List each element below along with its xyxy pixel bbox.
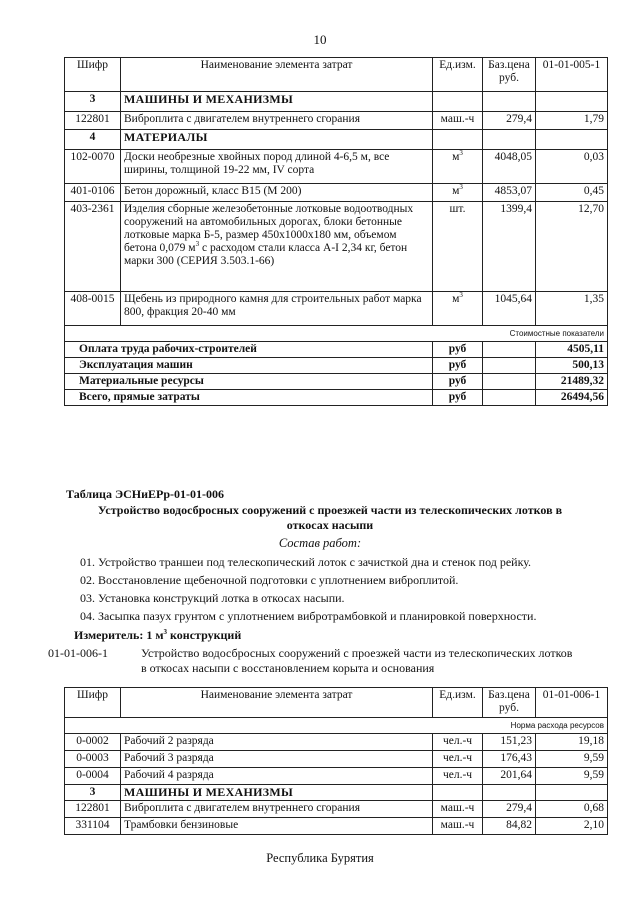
header-price: Баз.цена руб. (483, 58, 536, 92)
total-unit: руб (433, 342, 483, 358)
norm-label: Норма расхода ресурсов (65, 718, 608, 734)
row-code: 408-0015 (65, 292, 121, 326)
row-code: 122801 (65, 112, 121, 130)
row-name: Доски необрезные хвойных пород длиной 4-6,5 м, все ширины, толщиной 19-22 мм, IV сорта (121, 150, 433, 184)
header-name: Наименование элемента затрат (121, 58, 433, 92)
section-row (65, 130, 608, 150)
row-code: 0-0003 (65, 751, 121, 768)
header-name: Наименование элемента затрат (121, 688, 433, 718)
row-name: Трамбовки бензиновые (121, 818, 433, 835)
total-unit: руб (433, 390, 483, 406)
row-price: 4853,07 (483, 184, 536, 202)
row-price: 279,4 (483, 112, 536, 130)
row-price: 84,82 (483, 818, 536, 835)
header-norm: 01-01-005-1 (536, 58, 608, 92)
row-code: 403-2361 (65, 202, 121, 292)
total-label: Всего, прямые затраты (65, 390, 433, 406)
table-header (65, 688, 608, 718)
row-code: 122801 (65, 801, 121, 818)
item-text-line-2: в откосах насыпи с восстановлением корыта и основания (141, 661, 435, 675)
section-number: 3 (65, 785, 121, 801)
cost-table-2 (64, 687, 608, 835)
section-number: 4 (65, 130, 121, 150)
row-price: 279,4 (483, 801, 536, 818)
table-row (65, 734, 608, 751)
cost-label: Стоимостные показатели (65, 326, 608, 342)
row-price: 4048,05 (483, 150, 536, 184)
row-name: Рабочий 3 разряда (121, 751, 433, 768)
total-row (65, 342, 608, 358)
row-name: Изделия сборные железобетонные лотковые водоотводных сооружений на автомобильных дорогах, блоки бетонные лотковые марка Б-5, размер 450х1000х180 мм, объемом бетона 0,079 $м^3$ с расходом стали класса А-I 2,34 кг, бетон марки 300 (СЕРИЯ 3.503.1-66) (121, 202, 433, 292)
section-title: МАШИНЫ И МЕХАНИЗМЫ (121, 785, 433, 801)
total-label: Эксплуатация машин (65, 358, 433, 374)
row-value: 9,59 (536, 768, 608, 785)
table-row (65, 112, 608, 130)
total-label: Оплата труда рабочих-строителей (65, 342, 433, 358)
section-title: МАТЕРИАЛЫ (121, 130, 433, 150)
item-code: 01-01-006-1 (48, 646, 108, 660)
row-unit: чел.-ч (433, 734, 483, 751)
header-price: Баз.цена руб. (483, 688, 536, 718)
section-row (65, 92, 608, 112)
cost-label-row (65, 326, 608, 342)
table-row (65, 202, 608, 292)
row-code: 0-0002 (65, 734, 121, 751)
table-heading-line-2: откосах насыпи (286, 518, 374, 532)
row-name: Виброплита с двигателем внутреннего сгорания (121, 112, 433, 130)
total-value: 4505,11 (536, 342, 608, 358)
measure-unit: Измеритель: 1 $м^3$ конструкций (74, 628, 242, 642)
row-value: 1,35 (536, 292, 608, 326)
row-value: 0,45 (536, 184, 608, 202)
table-row (65, 150, 608, 184)
row-unit: маш.-ч (433, 801, 483, 818)
row-unit: маш.-ч (433, 818, 483, 835)
row-price: 176,43 (483, 751, 536, 768)
row-unit: чел.-ч (433, 768, 483, 785)
row-name: Рабочий 4 разряда (121, 768, 433, 785)
row-code: 0-0004 (65, 768, 121, 785)
table-heading-line-1: Устройство водосбросных сооружений с проезжей части из телескопических лотков в (97, 503, 563, 517)
table-row (65, 184, 608, 202)
total-row (65, 358, 608, 374)
item-text-line-1: Устройство водосбросных сооружений с проезжей части из телескопических лотков (141, 646, 573, 660)
table-row (65, 818, 608, 835)
row-price: 1399,4 (483, 202, 536, 292)
total-unit: руб (433, 374, 483, 390)
row-value: 19,18 (536, 734, 608, 751)
row-price: 151,23 (483, 734, 536, 751)
table-row (65, 292, 608, 326)
total-value: 26494,56 (536, 390, 608, 406)
norm-label-row (65, 718, 608, 734)
row-unit: $м^3$ (433, 150, 483, 184)
row-code: 331104 (65, 818, 121, 835)
table-title: Таблица ЭСНиЕРр-01-01-006 (66, 487, 225, 501)
row-unit: маш.-ч (433, 112, 483, 130)
row-name: Щебень из природного камня для строительных работ марка 800, фракция 20-40 мм (121, 292, 433, 326)
table-row (65, 751, 608, 768)
row-unit: $м^3$ (433, 184, 483, 202)
header-norm: 01-01-006-1 (536, 688, 608, 718)
work-item: 04. Засыпка пазух грунтом с уплотнением вибротрамбовкой и планировкой поверхности. (80, 609, 537, 623)
total-value: 21489,32 (536, 374, 608, 390)
page-number: 10 (313, 32, 327, 47)
total-label: Материальные ресурсы (65, 374, 433, 390)
row-value: 0,68 (536, 801, 608, 818)
row-value: 2,10 (536, 818, 608, 835)
header-code: Шифр (65, 688, 121, 718)
row-unit: чел.-ч (433, 751, 483, 768)
row-name: Виброплита с двигателем внутреннего сгорания (121, 801, 433, 818)
row-value: 12,70 (536, 202, 608, 292)
row-code: 102-0070 (65, 150, 121, 184)
row-unit: шт. (433, 202, 483, 292)
row-value: 0,03 (536, 150, 608, 184)
work-item: 03. Установка конструкций лотка в откосах насыпи. (80, 591, 345, 605)
cost-table-1 (64, 57, 608, 406)
row-unit: $м^3$ (433, 292, 483, 326)
work-composition-heading: Состав работ: (278, 536, 362, 550)
row-code: 401-0106 (65, 184, 121, 202)
header-unit: Ед.изм. (433, 688, 483, 718)
row-name: Рабочий 2 разряда (121, 734, 433, 751)
table-header (65, 58, 608, 92)
total-unit: руб (433, 358, 483, 374)
page-footer: Республика Бурятия (266, 851, 374, 865)
row-value: 1,79 (536, 112, 608, 130)
header-code: Шифр (65, 58, 121, 92)
row-price: 201,64 (483, 768, 536, 785)
work-item: 01. Устройство траншеи под телескопический лоток с зачисткой дна и стенок под рейку. (80, 555, 532, 569)
work-item: 02. Восстановление щебеночной подготовки с уплотнением виброплитой. (80, 573, 459, 587)
table-row (65, 768, 608, 785)
row-price: 1045,64 (483, 292, 536, 326)
total-row (65, 390, 608, 406)
total-row (65, 374, 608, 390)
table-row (65, 801, 608, 818)
section-row (65, 785, 608, 801)
section-title: МАШИНЫ И МЕХАНИЗМЫ (121, 92, 433, 112)
section-number: 3 (65, 92, 121, 112)
header-unit: Ед.изм. (433, 58, 483, 92)
row-value: 9,59 (536, 751, 608, 768)
row-name: Бетон дорожный, класс В15 (М 200) (121, 184, 433, 202)
total-value: 500,13 (536, 358, 608, 374)
